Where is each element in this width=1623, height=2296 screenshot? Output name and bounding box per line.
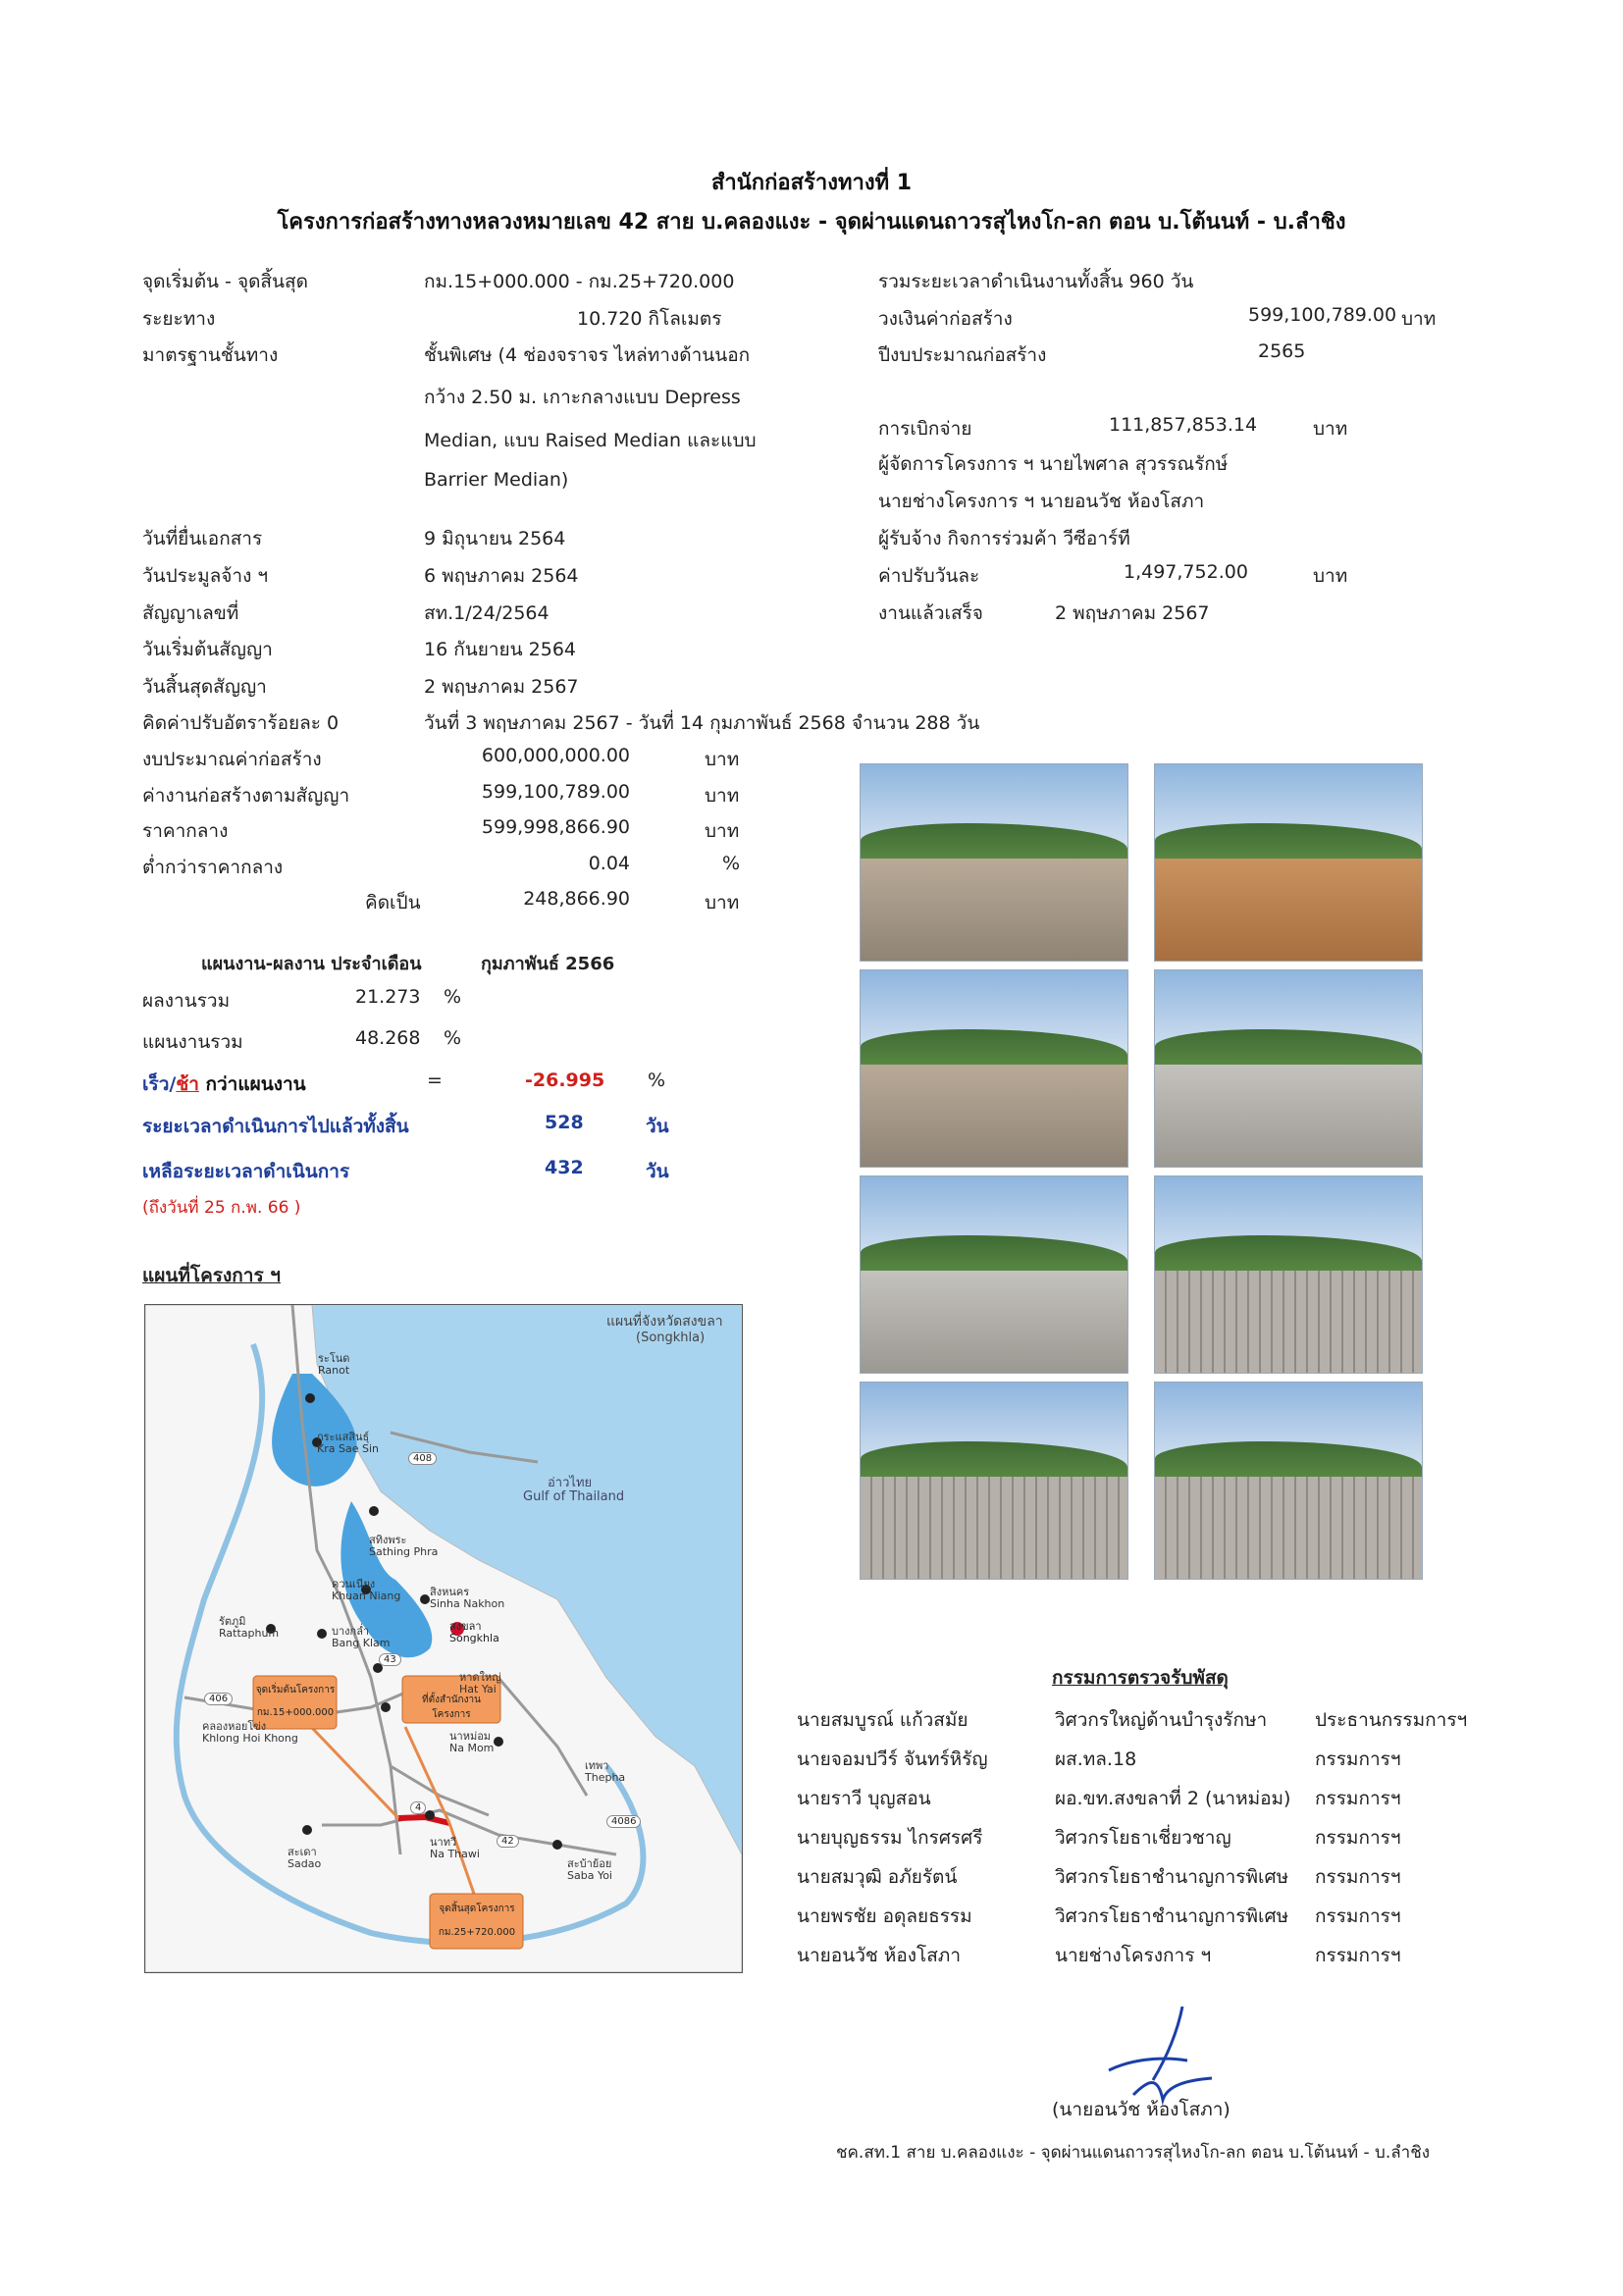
committee-role: กรรมการฯ	[1315, 1788, 1401, 1809]
info-value: 9 มิถุนายน 2564	[424, 528, 566, 549]
budget-value: 600,000,000.00	[481, 745, 630, 766]
info-value: กม.15+000.000 - กม.25+720.000	[424, 271, 735, 292]
actual-progress-unit: %	[444, 986, 462, 1008]
info-value: กว้าง 2.50 ม. เกาะกลางแบบ Depress	[424, 387, 741, 408]
gulf-label-en: Gulf of Thailand	[523, 1489, 625, 1504]
map-place-label: Sinha Nakhon	[430, 1597, 505, 1610]
fiscal-year-label: ปีงบประมาณก่อสร้าง	[878, 344, 1047, 366]
map-place-label: Thepha	[585, 1771, 626, 1784]
contract-amount-unit: บาท	[1401, 308, 1437, 330]
route-number-badge: 406	[204, 1693, 233, 1705]
construction-photo	[860, 763, 1128, 962]
remaining-label: เหลือระยะเวลาดำเนินการ	[142, 1161, 350, 1182]
plan-progress-unit: %	[444, 1027, 462, 1049]
diff-label-slow: ช้า	[176, 1073, 199, 1095]
map-place-label: สะเดา	[288, 1846, 317, 1858]
info-value: สท.1/24/2564	[424, 602, 550, 624]
disbursement-label: การเบิกจ่าย	[878, 418, 972, 440]
map-place-label: เทพา	[585, 1759, 609, 1772]
committee-role: กรรมการฯ	[1315, 1866, 1401, 1888]
map-place-label: Kra Sae Sin	[317, 1442, 379, 1455]
map-place-label: Ranot	[318, 1364, 350, 1377]
project-engineer: นายช่างโครงการ ฯ นายอนวัช ห้องโสภา	[878, 491, 1205, 512]
map-place-label: Khlong Hoi Khong	[202, 1732, 298, 1745]
end-box-km: กม.25+720.000	[438, 1927, 516, 1938]
budget-unit: %	[722, 853, 741, 874]
gulf-label-th: อ่าวไทย	[548, 1476, 593, 1490]
office-box-label: ที่ตั้งสำนักงานโครงการ	[422, 1695, 481, 1720]
committee-name: นายสมบูรณ์ แก้วสมัย	[797, 1709, 969, 1731]
map-place-label: Sathing Phra	[369, 1545, 439, 1558]
map-place-label: กระแสสินธุ์	[317, 1431, 370, 1443]
contractor: ผู้รับจ้าง กิจการร่วมค้า วีซีอาร์ที	[878, 528, 1130, 549]
daily-fine-label: ค่าปรับวันละ	[878, 565, 980, 587]
elapsed-label: ระยะเวลาดำเนินการไปแล้วทั้งสิ้น	[142, 1116, 409, 1137]
daily-fine-value: 1,497,752.00	[1124, 561, 1248, 583]
map-place-label: สทิงพระ	[369, 1534, 407, 1546]
progress-month: กุมภาพันธ์ 2566	[481, 954, 615, 974]
disbursement-value: 111,857,853.14	[1109, 414, 1258, 436]
signer-name: (นายอนวัช ห้องโสภา)	[1052, 2099, 1230, 2120]
construction-photo	[860, 969, 1128, 1168]
project-title: โครงการก่อสร้างทางหลวงหมายเลข 42 สาย บ.คลองแงะ - จุดผ่านแดนถาวรสุไหงโก-ลก ตอน บ.โต้นนท์ - บ.ลำชิง	[277, 210, 1346, 235]
actual-progress-value: 21.273	[355, 986, 421, 1008]
budget-unit: บาท	[705, 785, 740, 807]
office-title: สำนักก่อสร้างทางที่ 1	[710, 171, 913, 195]
map-place-label: บางกล่ำ	[332, 1625, 370, 1638]
route-number-badge: 43	[379, 1653, 401, 1666]
committee-role: กรรมการฯ	[1315, 1827, 1401, 1849]
project-manager: ผู้จัดการโครงการ ฯ นายไพศาล สุวรรณรักษ์	[878, 453, 1229, 475]
map-place-label: Khuan Niang	[332, 1590, 401, 1602]
end-box-label: จุดสิ้นสุดโครงการ	[439, 1904, 515, 1914]
diff-label-rest: กว่าแผนงาน	[198, 1073, 306, 1095]
map-place-label: นาทวี	[430, 1836, 457, 1849]
map-place-label: Bang Klam	[332, 1637, 391, 1649]
construction-photo	[1154, 969, 1423, 1168]
budget-label: งบประมาณค่าก่อสร้าง	[142, 749, 322, 770]
committee-position: ผส.ทล.18	[1055, 1748, 1137, 1770]
budget-label: ต่ำกว่าราคากลาง	[142, 857, 284, 878]
info-value: 16 กันยายน 2564	[424, 639, 577, 660]
map-place-label: Hat Yai	[459, 1683, 497, 1696]
committee-position: วิศวกรโยธาเชี่ยวชาญ	[1055, 1827, 1231, 1849]
map-place-label: Sadao	[288, 1857, 322, 1870]
info-value: 6 พฤษภาคม 2564	[424, 565, 579, 587]
committee-position: นายช่างโครงการ ฯ	[1055, 1945, 1212, 1966]
budget-unit: บาท	[705, 749, 740, 770]
route-number-badge: 42	[497, 1835, 519, 1848]
fiscal-year-value: 2565	[1258, 340, 1306, 362]
info-value: Barrier Median)	[424, 469, 569, 491]
budget-value: 599,998,866.90	[481, 816, 630, 838]
map-place-label: สงขลา	[449, 1620, 482, 1633]
start-box-km: กม.15+000.000	[256, 1707, 335, 1718]
diff-value: -26.995	[525, 1070, 605, 1091]
info-label: มาตรฐานชั้นทาง	[142, 344, 279, 366]
info-label: สัญญาเลขที่	[142, 602, 239, 624]
actual-progress-label: ผลงานรวม	[142, 990, 231, 1012]
completed-value: 2 พฤษภาคม 2567	[1055, 602, 1210, 624]
info-value: 2 พฤษภาคม 2567	[424, 676, 579, 698]
footer-text: ชค.สท.1 สาย บ.คลองแงะ - จุดผ่านแดนถาวรสุไหงโก-ลก ตอน บ.โต้นนท์ - บ.ลำชิง	[836, 2143, 1431, 2163]
budget-label: ราคากลาง	[142, 820, 229, 842]
info-label: วันประมูลจ้าง ฯ	[142, 565, 269, 587]
diff-label-fast: เร็ว/	[142, 1073, 177, 1095]
committee-name: นายจอมปวีร์ จันทร์หิรัญ	[797, 1748, 988, 1770]
committee-position: ผอ.ขท.สงขลาที่ 2 (นาหม่อม)	[1055, 1788, 1291, 1809]
info-label: วันที่ยื่นเอกสาร	[142, 528, 263, 549]
committee-name: นายพรชัย อดุลยธรรม	[797, 1905, 972, 1927]
info-label: ระยะทาง	[142, 308, 216, 330]
map-place-label: Rattaphum	[219, 1627, 280, 1640]
committee-position: วิศวกรโยธาชำนาญการพิเศษ	[1055, 1866, 1289, 1888]
map-place-label: สะบ้าย้อย	[567, 1857, 612, 1870]
contract-amount-label: วงเงินค่าก่อสร้าง	[878, 308, 1013, 330]
plan-progress-value: 48.268	[355, 1027, 421, 1049]
daily-fine-unit: บาท	[1313, 565, 1348, 587]
construction-photo	[1154, 763, 1423, 962]
budget-label: ค่างานก่อสร้างตามสัญญา	[142, 785, 350, 807]
start-box-label: จุดเริ่มต้นโครงการ	[255, 1685, 336, 1696]
duration-total: รวมระยะเวลาดำเนินงานทั้งสิ้น 960 วัน	[878, 271, 1194, 292]
info-value: วันที่ 3 พฤษภาคม 2567 - วันที่ 14 กุมภาพันธ์ 2568 จำนวน 288 วัน	[424, 712, 980, 734]
construction-photo	[860, 1175, 1128, 1374]
elapsed-unit: วัน	[646, 1116, 669, 1137]
elapsed-value: 528	[545, 1112, 584, 1133]
disbursement-unit: บาท	[1313, 418, 1348, 440]
construction-photo	[860, 1382, 1128, 1580]
remaining-unit: วัน	[646, 1161, 669, 1182]
budget-unit: บาท	[705, 892, 740, 913]
as-of-date: (ถึงวันที่ 25 ก.พ. 66 )	[142, 1198, 301, 1218]
committee-role: กรรมการฯ	[1315, 1905, 1401, 1927]
completed-label: งานแล้วเสร็จ	[878, 602, 983, 624]
contract-amount-value: 599,100,789.00	[1248, 304, 1397, 326]
committee-name: นายอนวัช ห้องโสภา	[797, 1945, 962, 1966]
info-value: ชั้นพิเศษ (4 ช่องจราจร ไหล่ทางด้านนอก	[424, 344, 751, 366]
construction-photo	[1154, 1382, 1423, 1580]
budget-value: 599,100,789.00	[481, 781, 630, 803]
info-label: คิดค่าปรับอัตราร้อยละ 0	[142, 712, 340, 734]
committee-position: วิศวกรใหญ่ด้านบำรุงรักษา	[1055, 1709, 1268, 1731]
plan-progress-label: แผนงานรวม	[142, 1031, 243, 1053]
route-number-badge: 4086	[606, 1815, 641, 1828]
map-place-label: ระโนด	[318, 1352, 350, 1365]
info-value: 10.720 กิโลเมตร	[577, 308, 722, 330]
budget-label: คิดเป็น	[365, 892, 421, 913]
committee-position: วิศวกรโยธาชำนาญการพิเศษ	[1055, 1905, 1289, 1927]
route-number-badge: 4	[410, 1801, 426, 1814]
map-place-label: หาดใหญ่	[459, 1671, 501, 1684]
map-place-label: Na Thawi	[430, 1848, 480, 1860]
committee-name: นายสมวุฒิ อภัยรัตน์	[797, 1866, 958, 1888]
map-title-th: แผนที่จังหวัดสงขลา	[606, 1314, 723, 1330]
map-heading: แผนที่โครงการ ฯ	[142, 1265, 281, 1286]
map-place-label: รัตภูมิ	[219, 1615, 246, 1628]
committee-name: นายราวี บุญสอน	[797, 1788, 931, 1809]
map-place-label: Songkhla	[449, 1632, 499, 1644]
map-place-label: สิงหนคร	[430, 1586, 470, 1598]
committee-role: กรรมการฯ	[1315, 1748, 1401, 1770]
map-place-label: นาหม่อม	[449, 1730, 492, 1743]
budget-unit: บาท	[705, 820, 740, 842]
construction-photo	[1154, 1175, 1423, 1374]
diff-equals: =	[427, 1070, 443, 1091]
committee-role: กรรมการฯ	[1315, 1945, 1401, 1966]
route-number-badge: 408	[408, 1452, 437, 1465]
budget-value: 248,866.90	[523, 888, 630, 910]
map-place-label: ควนเนียง	[332, 1578, 376, 1591]
committee-role: ประธานกรรมการฯ	[1315, 1709, 1468, 1731]
project-map	[144, 1304, 743, 1973]
remaining-value: 432	[545, 1157, 584, 1178]
info-label: วันเริ่มต้นสัญญา	[142, 639, 273, 660]
progress-heading: แผนงาน-ผลงาน ประจำเดือน	[201, 954, 422, 974]
committee-heading: กรรมการตรวจรับพัสดุ	[1052, 1667, 1229, 1689]
budget-value: 0.04	[588, 853, 630, 874]
diff-unit: %	[648, 1070, 666, 1091]
committee-name: นายบุญธรรม ไกรศรศรี	[797, 1827, 983, 1849]
info-label: จุดเริ่มต้น - จุดสิ้นสุด	[142, 271, 308, 292]
info-label: วันสิ้นสุดสัญญา	[142, 676, 267, 698]
map-place-label: Na Mom	[449, 1742, 495, 1754]
map-place-label: Saba Yoi	[567, 1869, 612, 1882]
info-value: Median, แบบ Raised Median และแบบ	[424, 430, 757, 451]
map-place-label: คลองหอยโข่ง	[202, 1720, 267, 1733]
diff-label	[142, 1070, 306, 1099]
map-title-en: (Songkhla)	[636, 1331, 706, 1345]
signature-mark	[1099, 2002, 1236, 2110]
